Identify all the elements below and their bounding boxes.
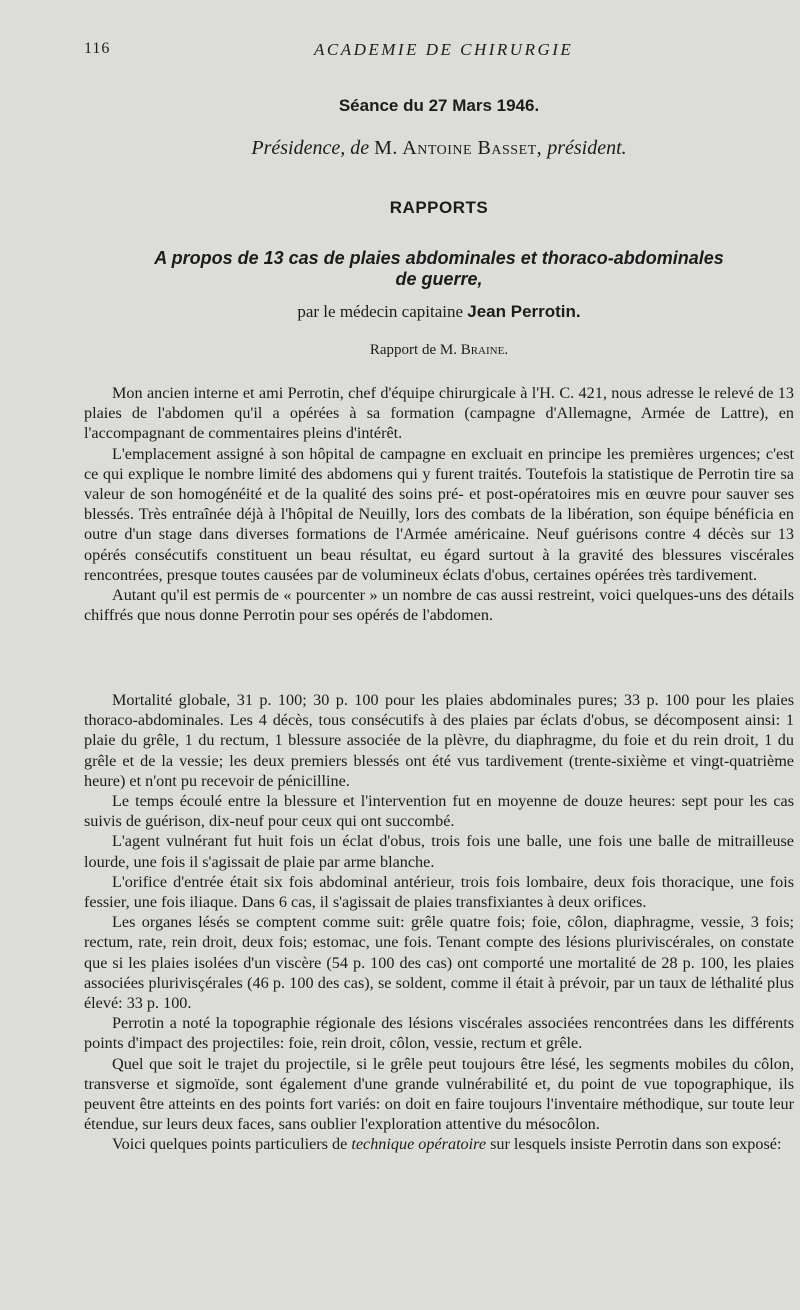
president-role: président. — [547, 137, 627, 159]
last-paragraph — [84, 1134, 794, 1154]
session-heading: Séance du 27 Mars 1946. — [338, 96, 540, 115]
paragraph: Mon ancien interne et ami Perrotin, chef d'équipe chirurgicale à l'H. C. 421, nous adresse le relevé de 13 plaies de l'abdomen qu'il a opérées à sa formation (campagne d'Allemagne, Armée de Lattre), en l'accompagnant de commentaires pleins d'intérêt. — [84, 384, 794, 443]
last-paragraph-end: sur lesquels insiste Perrotin dans son exposé: — [490, 1135, 782, 1154]
body-block-1 — [84, 383, 794, 625]
running-header — [84, 40, 770, 64]
paragraph: Quel que soit le trajet du projectile, si le grêle peut toujours être lésé, les segments mobiles du côlon, transverse et sigmoïde, sont également d'une grande vulnérabilité et, du point de vue topographique, ils peuvent être atteints en des points fort variés: on doit en faire toujours l'inventaire méthodique, sur toute leur étendue, sur leurs deux faces, sans oublier l'exploration attentive du mésocôlon. — [84, 1054, 794, 1134]
president-name: M. Antoine Basset, — [374, 137, 543, 159]
paragraph: Le temps écoulé entre la blessure et l'intervention fut en moyenne de douze heures: sept pour les cas suivis de guérison, dix-neuf pour ceux qui ont succombé. — [84, 792, 794, 831]
paragraph: Autant qu'il est permis de « pourcenter » un nombre de cas aussi restreint, voici quelques-uns des détails chiffrés que nous donne Perrotin pour ses opérés de l'abdomen. — [84, 586, 794, 625]
rapporteur-name: Braine. — [460, 342, 509, 358]
paragraph: L'orifice d'entrée était six fois abdominal antérieur, trois fois lombaire, deux fois thoracique, une fois fessier, une fois iliaque. Dans 6 cas, il s'agissait de plaies transfixiantes à deux orifices. — [84, 872, 794, 912]
presidence-prefix: Présidence, de — [251, 137, 370, 159]
article-title — [84, 248, 794, 290]
rapporteur-prefix: Rapport de M. — [369, 342, 457, 358]
section-heading: RAPPORTS — [389, 198, 489, 217]
journal-title: ACADEMIE DE CHIRURGIE — [314, 40, 574, 59]
page-number: 116 — [84, 40, 111, 57]
author-prefix: par le médecin capitaine — [297, 302, 464, 321]
rapporteur-line — [84, 342, 794, 359]
author-line — [84, 302, 794, 322]
last-paragraph-italic: technique opératoire — [351, 1135, 487, 1154]
author-name: Jean Perrotin. — [467, 302, 581, 321]
article-title-line-2: de guerre, — [395, 269, 483, 289]
article-title-line-1: A propos de 13 cas de plaies abdominales et thoraco-abdominales — [154, 248, 724, 268]
paragraph: Mortalité globale, 31 p. 100; 30 p. 100 pour les plaies abdominales pures; 33 p. 100 pour les plaies thoraco-abdominales. Les 4 décès, tous consécutifs à des plaies par éclats d'obus, se décomposent ainsi: 1 plaie du grêle, 1 du rectum, 1 blessure associée de la plèvre, du diaphragme, du foie et du rein droit, 1 du grêle et de la vessie; les deux premiers blessés ont été vus tardivement (trente-sixième et vingt-quatrième heure) et n'ont pu recevoir de pénicilline. — [84, 691, 794, 790]
last-paragraph-start: Voici quelques points particuliers de — [112, 1135, 348, 1154]
paragraph: L'agent vulnérant fut huit fois un éclat d'obus, trois fois une balle, une fois une balle de mitrailleuse lourde, une fois il s'agissait de plaie par arme blanche. — [84, 832, 794, 871]
paragraph: L'emplacement assigné à son hôpital de campagne en excluait en principe les premières urgences; c'est ce qui explique le nombre limité des abdomens qui y furent traités. Toutefois la statistique de Perrotin tire sa valeur de son homogénéité et de la qualité des soins pré- et post-opératoires mis en œuvre pour sauver ses blessés. Très entraînée déjà à l'hôpital de Neuilly, lors des combats de la libération, son équipe bénéficia en outre d'un stage dans diverses formations de l'Armée américaine. Neuf guérisons contre 4 décès sur 13 opérés consécutifs constituent un beau résultat, eu égard surtout à la gravité des blessures viscérales rencontrées, presque toutes causées par de volumineux éclats d'obus, certaines opérées très tardivement. — [84, 444, 794, 584]
paragraph: Perrotin a noté la topographie régionale des lésions viscérales associées rencontrées dans les différents points d'impact des projectiles: foie, rein droit, côlon, vessie, rectum et grêle. — [84, 1014, 794, 1053]
body-block-2 — [84, 690, 794, 1155]
paragraph: Les organes lésés se comptent comme suit: grêle quatre fois; foie, côlon, diaphragme, vessie, 3 fois; rectum, rate, rein droit, deux fois; estomac, une fois. Tenant compte des lésions pluriviscérales, on constate que si les plaies isolées d'un viscère (54 p. 100 des cas) ont comporté une mortalité de 28 p. 100, les plaies associées plurivisçérales (46 p. 100 des cas), se soldent, comme il était à prévoir, par un taux de léthalité plus élevé: 33 p. 100. — [84, 913, 794, 1013]
presidence-line — [84, 137, 794, 160]
